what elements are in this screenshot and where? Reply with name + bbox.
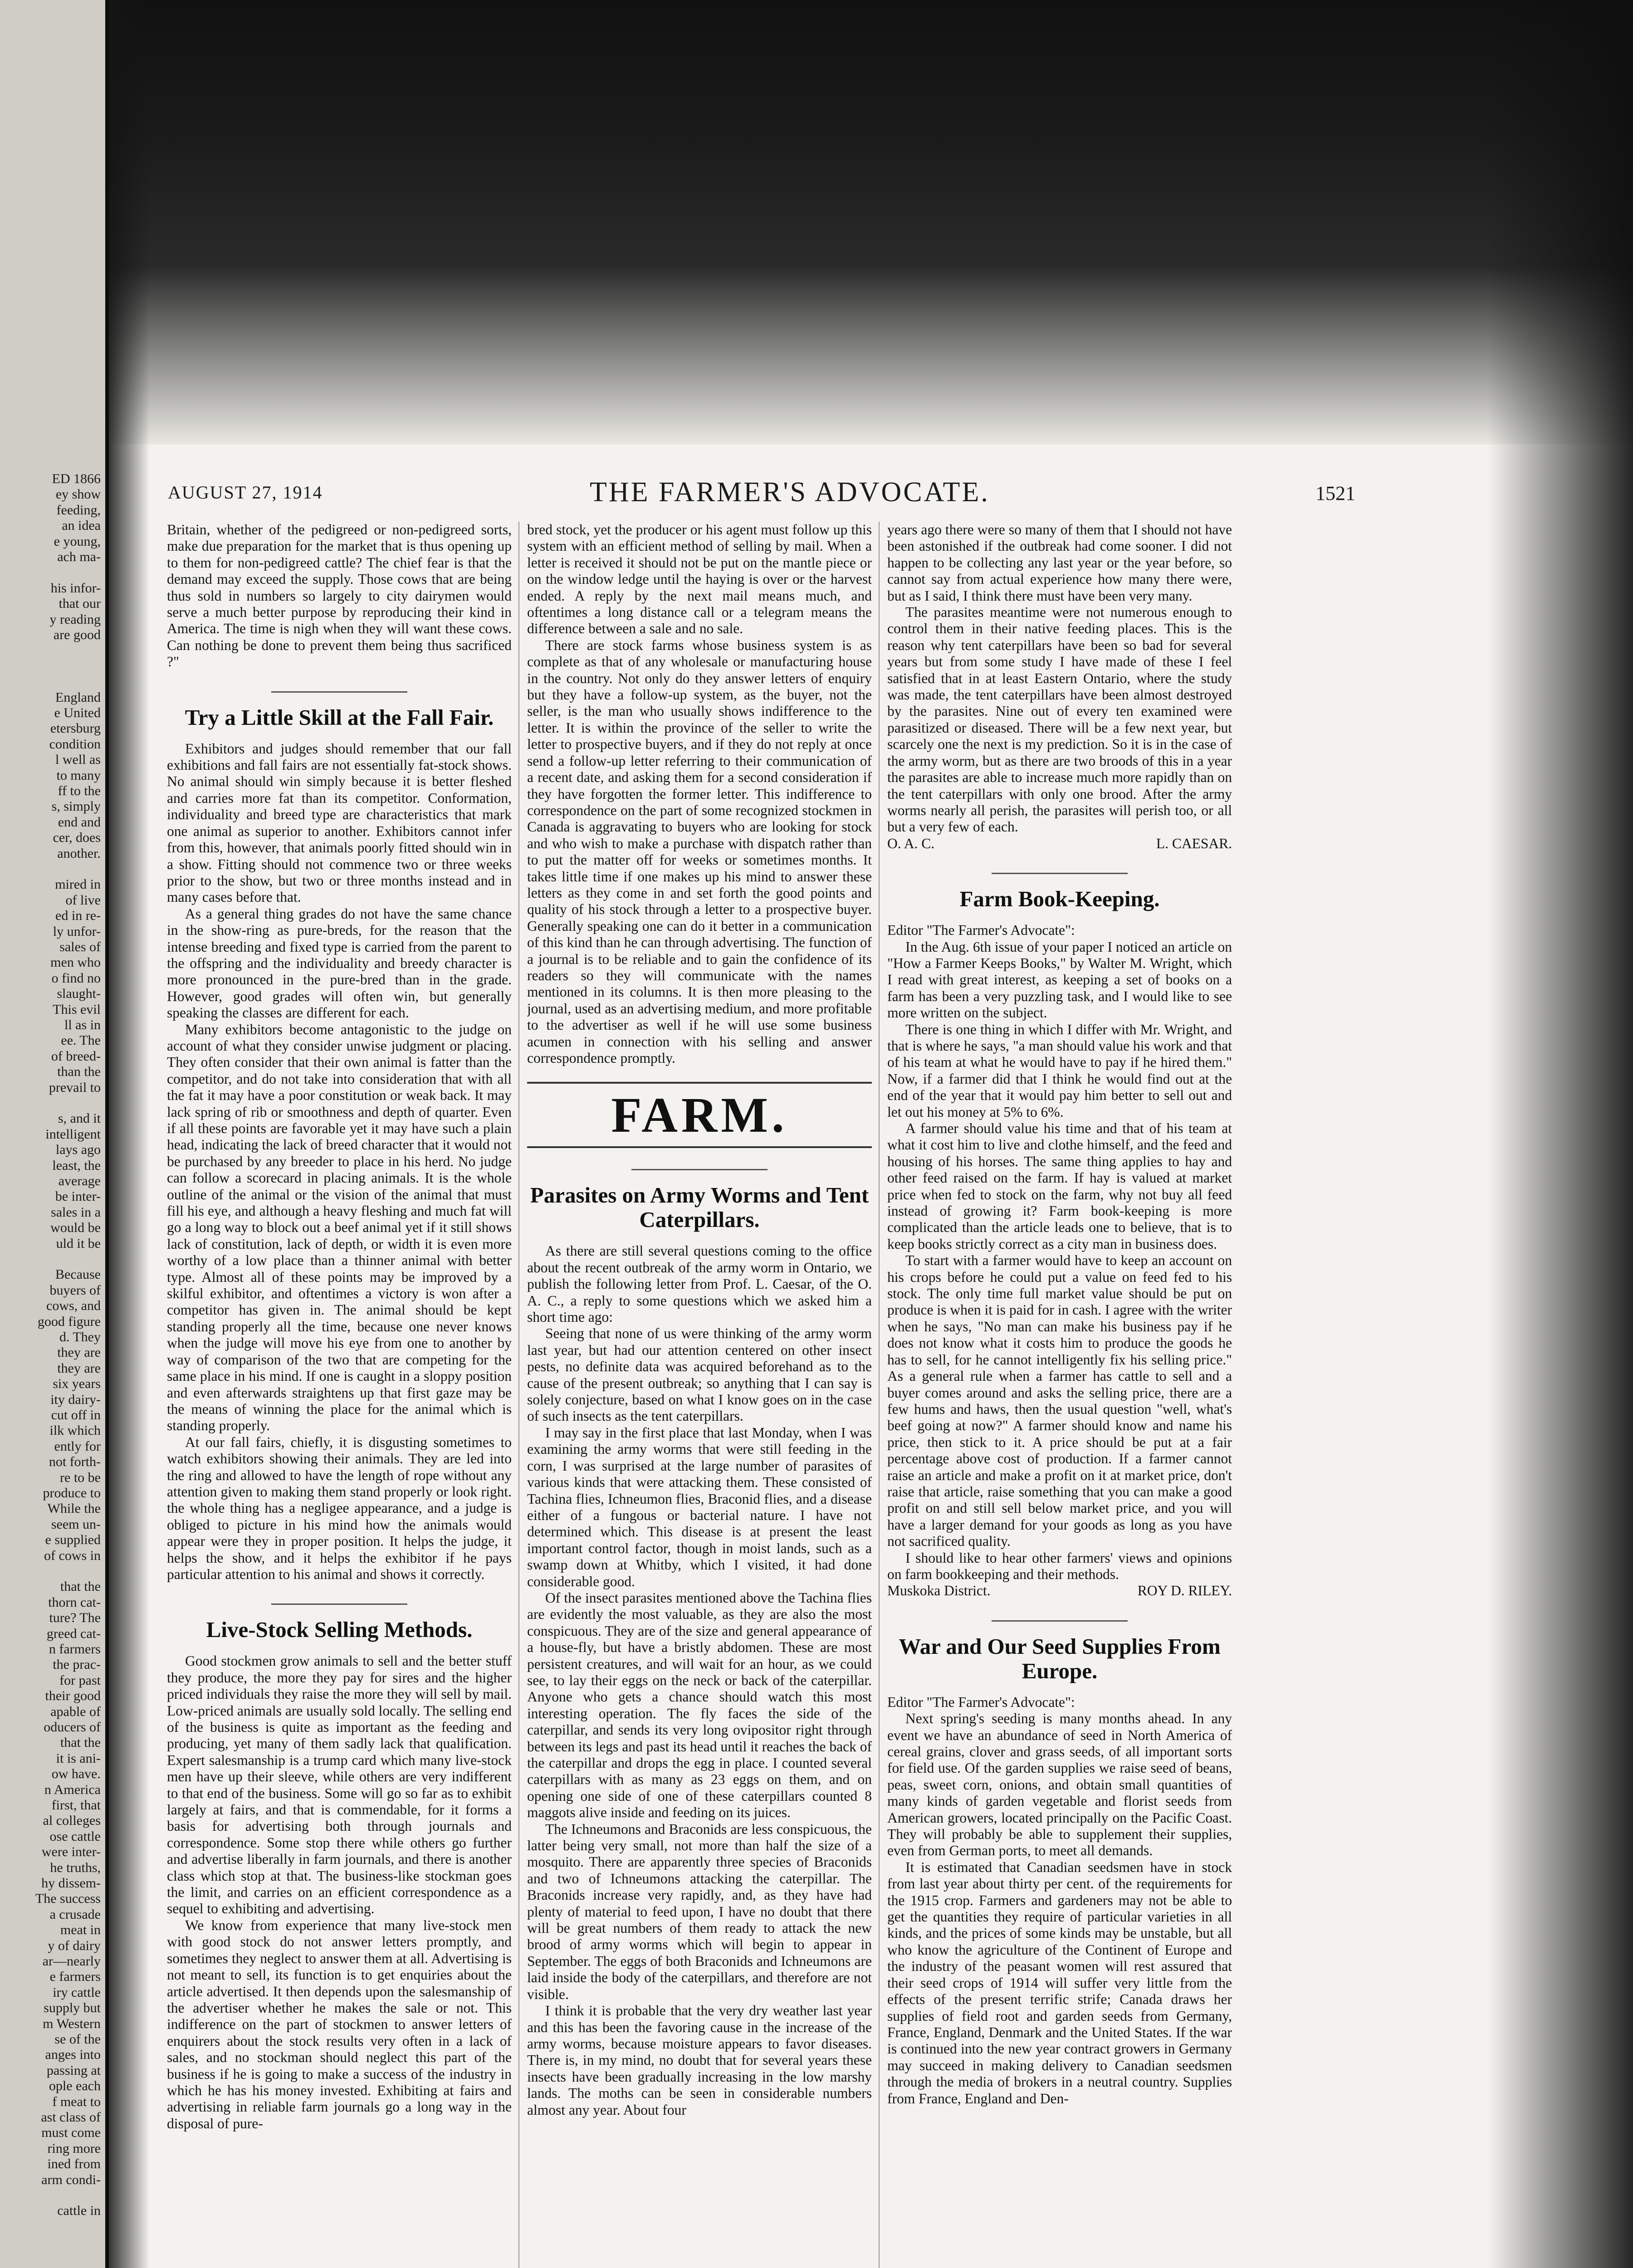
article-body	[527, 522, 872, 1066]
paragraph: Exhibitors and judges should remember that our fall exhibitions and fall fairs are not essentially fat-stock shows. No animal should win simply because it is better fleshed and carries more fat than its competitor. Conformation, individuality and breed type are characteristics that mark one animal as superior to another. Exhibitors cannot infer from this, however, that animals poorly fitted should win in a show. Fitting should not commence two or three weeks prior to the show, but two or three months instead and in many cases before that.	[167, 740, 512, 905]
paragraph: The parasites meantime were not numerous enough to control them in their native feeding places. This is the reason why tent caterpillars have been so bad for several years but from some study I have made of these I feel satisfied that in at least Eastern Ontario, where the study was made, the tent caterpillars have been almost destroyed by the parasites. Nine out of every ten examined were parasitized or diseased. There will be a few next year, but scarcely one the next is my prediction. So it is in the case of the army worm, but as there are two broods of this in a year the parasites are able to increase much more rapidly than on the tent caterpillars with only one brood. After the army worms nearly all perish, the parasites will perish too, or all but a very few of each.	[887, 604, 1232, 835]
paragraph: To start with a farmer would have to keep an account on his crops before he could put a value on feed fed to his stock. The only time full market value should be put on produce is when it is paid for in cash. I agree with the writer when he says, "No man can make his business pay if he does not know what it costs him to produce the goods he has to sell, for he cannot intelligently fix his selling price." As a general rule when a farmer has cattle to sell and a buyer comes around and asks the selling price, there are a few hums and haws, then the usual question "well, what's beef going at now?" A farmer should know and name his price, then stick to it. A price should be put at a fair percentage above cost of production. If a farmer cannot raise an article and make a profit on it at market price, don't raise that article, raise something that you can make a good profit on and still sell below market price, and you will have a larger demand for your goods as long as you have not sacrificed quality.	[887, 1252, 1232, 1549]
adjacent-page-line: to many	[56, 767, 101, 783]
adjacent-page-line: not forth-	[49, 1454, 101, 1470]
adjacent-page-line: ose cattle	[49, 1828, 101, 1844]
paragraph: years ago there were so many of them that I should not have been astonished if the outbreak had come sooner. I did not happen to be collecting any last year or the year before, so cannot say from actual experience how many there were, but as I said, I think there must have been very many.	[887, 522, 1232, 604]
adjacent-page-line: ently for	[54, 1438, 101, 1454]
paragraph: Good stockmen grow animals to sell and the better stuff they produce, the more they pay for sires and the higher priced individuals they raise the more they will sell by mail. Low-priced animals are usually sold locally. The selling end of the business is quite as important as the feeding and producing, yet many of them sadly lack that qualification. Expert salesmanship is a trump card which many live-stock men have up their sleeve, while others are very indifferent to that end of the business. Some will go so far as to exhibit largely at fairs, and that is commendable, for it forms a basis for advertising both through journals and correspondence. Some stop there while others go further and advertise liberally in farm journals, and there is another class which stop at that. The business-like stockman goes the limit, and carries on an efficient correspondence as a sequel to exhibiting and advertising.	[167, 1653, 512, 1917]
adjacent-page-line: ow have.	[51, 1766, 101, 1782]
adjacent-page-line: sales of	[59, 939, 101, 954]
adjacent-page-line: al colleges	[43, 1813, 101, 1828]
adjacent-page-line: average	[58, 1173, 101, 1188]
adjacent-page-line: etersburg	[50, 721, 101, 736]
article-body	[167, 1653, 512, 2132]
adjacent-page-line: ed in re-	[55, 908, 101, 924]
adjacent-page-line: iry cattle	[53, 1984, 101, 2000]
adjacent-page-line: oducers of	[44, 1720, 101, 1735]
adjacent-page-line: apable of	[50, 1704, 101, 1719]
signature-name: L. CAESAR.	[1156, 835, 1232, 851]
adjacent-page-line: ar—nearly	[42, 1954, 101, 1969]
adjacent-page-line: that the	[60, 1735, 101, 1750]
adjacent-page-line: they are	[57, 1345, 101, 1360]
adjacent-page-line: hy dissem-	[41, 1876, 101, 1891]
adjacent-page-line: they are	[57, 1360, 101, 1376]
adjacent-page-line: England	[55, 689, 101, 705]
adjacent-page-line: cows, and	[46, 1298, 101, 1314]
adjacent-page-line: ach ma-	[57, 549, 101, 564]
adjacent-page-line: he truths,	[50, 1860, 101, 1875]
adjacent-page-line: first, that	[51, 1798, 101, 1813]
adjacent-page-line: that the	[60, 1579, 101, 1594]
adjacent-page-line: n America	[44, 1782, 101, 1797]
adjacent-page-line: ture? The	[49, 1610, 101, 1626]
adjacent-page-line: f meat to	[52, 2094, 101, 2109]
article-title: Farm Book-Keeping.	[887, 873, 1232, 911]
column-1	[167, 522, 512, 2268]
adjacent-page-line: e young,	[54, 533, 101, 549]
adjacent-page-line: supply but	[44, 2000, 101, 2016]
adjacent-page-line: are good	[53, 627, 101, 642]
header-page-number: 1521	[1315, 482, 1355, 504]
adjacent-page-line: it is ani-	[56, 1750, 101, 1766]
adjacent-page-line: produce to	[43, 1486, 101, 1501]
paragraph: Many exhibitors become antagonistic to the judge on account of what they consider unwise judgment or placing. They often consider that their own animal is fatter than the competitor, and do not take into consideration that with all the fat it may have a poor constitution or weak back. It may lack spring of rib or smoothness and depth of quarter. Even if all these points are favorable yet it may have such a plain head, indicating the lack of breed character that it would not be purchased by any breeder to place in his herd. No judge can follow a scorecard in placing animals. It is the whole outline of the animal or the vision of the animal that must fill his eye, and although a heavy fleshing and much fat will go a long way to block out a beef animal yet if it still shows lack of constitution, lack of depth, or width it is even more worthy of a low place than a thinner animal with better type. Almost all of these points may be improved by a skilful exhibitor, and oftentimes a victory is won after a competitor has given in. The animal should be kept standing properly all the time, because one never knows when the judge will move his eye from one to another by way of comparison of the two that are competing for the same place in his mind. If one is caught in a sloppy position and even afterwards straightens up that first gaze may be the means of winning the place for the animal which is standing properly.	[167, 1021, 512, 1434]
adjacent-page-line: ee. The	[61, 1033, 101, 1048]
paragraph: I think it is probable that the very dry weather last year and this has been the favoring cause in the increase of the army worms, because moisture appears to favor diseases. There is, in my mind, no doubt that for several years these insects have been gradually increasing in the low marshy lands. The moths can be seen in considerable numbers almost any year. About four	[527, 2003, 872, 2118]
column-3	[887, 522, 1232, 2268]
paragraph: As a general thing grades do not have the same chance in the show-ring as pure-breds, for the reason that the intense breeding and fixed type is carried from the parent to the offspring and the individuality and breedy character is more pronounced in the pure-bred than in the grade. However, good grades will often win, but generally speaking the classes are different for each.	[167, 905, 512, 1021]
adjacent-page-line: their good	[45, 1688, 101, 1704]
article-body	[887, 1711, 1232, 2107]
paragraph: The Ichneumons and Braconids are less conspicuous, the latter being very small, not more than half the size of a mosquito. There are apparently three species of Braconids and two of Ichneumons attacking the caterpillar. The Braconids increase very rapidly, and, as they have had plenty of material to feed upon, I have no doubt that there will be great numbers of them ready to attack the new brood of army worms which will begin to appear in September. The eggs of both Braconids and Ichneumons are laid inside the body of the caterpillars, and therefore are not visible.	[527, 1821, 872, 2002]
adjacent-page-line: Because	[55, 1267, 101, 1282]
adjacent-page-line: six years	[53, 1376, 101, 1392]
adjacent-page-line: While the	[47, 1501, 101, 1516]
adjacent-page-line: ED 1866	[52, 471, 101, 486]
adjacent-page-line: o find no	[51, 970, 101, 986]
adjacent-page-line: ople each	[49, 2078, 101, 2094]
adjacent-page-line: men who	[50, 955, 101, 970]
adjacent-page-line: the prac-	[53, 1657, 101, 1672]
adjacent-page-line: e supplied	[45, 1532, 101, 1548]
column-rule	[518, 522, 519, 2268]
paragraph: It is estimated that Canadian seedsmen have in stock from last year about thirty per cent. of the requirements for the 1915 crop. Farmers and gardeners may not be able to get the quantities they require of particular varieties in all kinds, and the prices of some kinds may be unstable, but all who know the agriculture of the Continent of Europe and the industry of the peasant women will rest assured that their seed crops of 1914 will suffer very little from the effects of the present terrific strife; Canada draws her supplies of field root and garden seeds from Germany, France, England, Denmark and the United States. If the war is continued into the new year contract growers in Germany may succeed in making delivery to Canadian seedsmen through the media of brokers in a neutral country. Supplies from France, England and Den-	[887, 1859, 1232, 2107]
paragraph: As there are still several questions coming to the office about the recent outbreak of the army worm in Ontario, we publish the following letter from Prof. L. Caesar, of the O. A. C., a reply to some questions which we asked him a short time ago:	[527, 1243, 872, 1325]
adjacent-page-line: n farmers	[49, 1642, 101, 1657]
paragraph: I should like to hear other farmers' views and opinions on farm bookkeeping and their methods.	[887, 1549, 1232, 1582]
adjacent-page-line: must come	[41, 2125, 101, 2141]
adjacent-page-strip	[0, 0, 105, 2268]
column-2	[527, 522, 872, 2268]
adjacent-page-line: lays ago	[55, 1142, 101, 1158]
paragraph: A farmer should value his time and that of his team at what it cost him to live and clothe himself, and the feed and housing of his horses. The same thing applies to hay and other feed raised on the farm. If hay is valued at market price when fed to stock on the farm, why not buy all feed instead of growing it? Farm book-keeping is more complicated than the article leads one to believe, that is to keep books strictly correct as a city man in business does.	[887, 1120, 1232, 1252]
scan-shadow-gutter	[109, 0, 150, 2268]
adjacent-page-line: be inter-	[55, 1189, 101, 1204]
adjacent-page-line: least, the	[52, 1158, 101, 1173]
adjacent-page-line: thorn cat-	[48, 1594, 101, 1610]
article-title: Try a Little Skill at the Fall Fair.	[167, 691, 512, 730]
article-title: Parasites on Army Worms and Tent Caterpillars.	[527, 1169, 872, 1232]
adjacent-page-line: e farmers	[49, 1969, 101, 1984]
adjacent-page-line: ilk which	[49, 1423, 101, 1438]
paragraph: Seeing that none of us were thinking of the army worm last year, but had our attention centered on other insect pests, no definite data was acquired beforehand as to the cause of the present outbreak; so anything that I can say is solely conjecture, based on what I know goes on in the case of such insects as the tent caterpillars.	[527, 1325, 872, 1424]
adjacent-page-line: cer, does	[53, 830, 101, 846]
header-date: AUGUST 27, 1914	[168, 482, 323, 503]
article-title: War and Our Seed Supplies From Europe.	[887, 1620, 1232, 1683]
article-body	[167, 741, 512, 1583]
adjacent-page-line: ey show	[55, 487, 101, 502]
adjacent-page-line: of cows in	[44, 1548, 101, 1563]
adjacent-page-line: ll as in	[64, 1017, 101, 1032]
paragraph: Of the insect parasites mentioned above the Tachina flies are evidently the most valuable, as they are also the most conspicuous. They are of the size and general appearance of a house-fly, but have a bristly abdomen. These are most persistent creatures, and will wait for an hour, as we could see, to lay their eggs on the neck or back of the caterpillar. Anyone who gets a chance should watch this most interesting operation. The fly faces the side of the caterpillar, and sends its very long ovipositor right through between its legs and past its head until it reaches the back of the caterpillar and drops the egg in place. I counted several caterpillars with as many as 23 eggs on them, and on opening one side of one of these caterpillars counted 8 maggots alive inside and feeding on its juices.	[527, 1589, 872, 1821]
adjacent-page-line: l well as	[55, 752, 101, 767]
editor-salutation: Editor "The Farmer's Advocate":	[887, 922, 1075, 938]
adjacent-page-line: The success	[35, 1891, 101, 1906]
adjacent-page-line: ined from	[47, 2156, 101, 2172]
adjacent-page-line: cut off in	[51, 1408, 101, 1422]
paragraph: Next spring's seeding is many months ahead. In any event we have an abundance of seed in North America of cereal grains, clover and grass seeds, of all important sorts for field use. Of the garden supplies we raise seed of beans, peas, sweet corn, onions, and obtain small quantities of many kinds of garden vegetable and florist seeds from American growers, located principally on the Pacific Coast. They will probably be able to supplement their supplies, even from German ports, to meet all demands.	[887, 1711, 1232, 1859]
adjacent-page-line: se of the	[54, 2032, 101, 2047]
adjacent-page-line: buyers of	[49, 1282, 101, 1298]
adjacent-page-line: would be	[50, 1220, 101, 1236]
adjacent-page-line: end and	[58, 814, 101, 830]
paragraph: There are stock farms whose business system is as complete as that of any wholesale or manufacturing house in the country. Not only do they answer letters of enquiry but they have a follow-up system, as the buyer, not the seller, is the man who usually shows indifference to the letter. It is within the province of the seller to write the letter to prospective buyers, and if they do not reply at once send a follow-up letter referring to their communication of a recent date, and asking them for a second consideration if they have forgotten the former letter. This indifference to correspondence on the part of some recognized stockmen in Canada is aggravating to buyers who are looking for stock and who wish to make a purchase with dispatch rather than to put the matter off for weeks or sometimes months. It takes little time if one makes up his mind to answer these letters as they come in and set forth the good points and quality of his stock through a letter to a prospective buyer. Generally speaking one can do it better in a communication of this kind than he can through advertising. The function of a journal is to be reliable and to gain the confidence of its readers so they will communicate with the names mentioned in its columns. It is then more pleasing to the journal, used as an advertising medium, and more profitable to the advertiser as well if he will use some business acumen in connection with his selling and answer correspondence promptly.	[527, 637, 872, 1066]
section-heading: FARM.	[527, 1082, 872, 1148]
paragraph: At our fall fairs, chiefly, it is disgusting sometimes to watch exhibitors showing their animals. They are led into the ring and allowed to have the length of rope without any attention given to making them stand properly or look right. the whole thing has a negligee appearance, and a judge is obliged to picture in his mind how the animals would appear were they in proper position. It helps the judge, it helps the show, and it helps the exhibitor if he pays particular attention to his animal and shows it correctly.	[167, 1434, 512, 1582]
adjacent-page-line: s, simply	[51, 799, 101, 814]
paragraph: We know from experience that many live-stock men with good stock do not answer letters promptly, and sometimes they neglect to answer them at all. Advertising is not meant to sell, its function is to get enquiries about the article advertised. It then depends upon the salesmanship of the advertiser whether he makes the sale or not. This indifference on the part of stockmen to answer letters of enquirers about the stock results very often in a lack of sales, and no stockman should neglect this part of the business if he is going to make a success of the industry in which he has his money invested. Exhibiting at fairs and advertising in reliable farm journals go a long way in the disposal of pure-	[167, 1917, 512, 2131]
signature-line	[887, 836, 1232, 852]
adjacent-page-line: ring more	[47, 2141, 101, 2156]
adjacent-page-line: d. They	[59, 1330, 101, 1344]
adjacent-page-line: good figure	[37, 1314, 101, 1329]
adjacent-page-line: ity dairy-	[50, 1392, 101, 1407]
scan-shadow-top	[109, 0, 1633, 445]
signature-name: ROY D. RILEY.	[1137, 1583, 1232, 1599]
adjacent-page-line: seem un-	[51, 1516, 101, 1532]
adjacent-page-line: greed cat-	[46, 1626, 101, 1641]
signature-location: O. A. C.	[887, 835, 935, 851]
continued-text: Britain, whether of the pedigreed or non-pedigreed sorts, make due preparation for the market that is thus opening up to them for non-pedigreed cattle? The chief fear is that the demand may exceed the supply. Those cows that are being thus sold in numbers so largely to city dairymen would serve a much better purpose by reproducing their kind in America. The time is nigh when they will want these cows. Can nothing be done to prevent them being thus sacrificed ?"	[167, 522, 512, 670]
adjacent-page-line: meat in	[60, 1922, 101, 1938]
paragraph: In the Aug. 6th issue of your paper I noticed an article on "How a Farmer Keeps Books," by Walter M. Wright, which I read with great interest, as keeping a set of books on a farm has been a very puzzling task, and I would like to see more written on the subject.	[887, 938, 1232, 1021]
adjacent-page-line: cattle in	[57, 2203, 101, 2219]
adjacent-page-line: than the	[57, 1064, 101, 1080]
adjacent-page-line: a crusade	[49, 1906, 101, 1922]
adjacent-page-line: ast class of	[41, 2110, 101, 2125]
newspaper-page	[109, 0, 1633, 2268]
adjacent-page-line: passing at	[46, 2063, 101, 2078]
adjacent-page-line: slaught-	[57, 986, 101, 1002]
adjacent-page-line: uld it be	[56, 1236, 101, 1251]
adjacent-page-line: sales in a	[51, 1204, 101, 1220]
adjacent-page-line: This evil	[53, 1002, 101, 1017]
header-title: THE FARMER'S ADVOCATE.	[590, 477, 990, 508]
article-body	[527, 1243, 872, 2118]
adjacent-page-line: of breed-	[51, 1048, 101, 1064]
adjacent-page-line: m Western	[43, 2016, 101, 2031]
adjacent-page-line: y reading	[49, 611, 101, 627]
article-title: Live-Stock Selling Methods.	[167, 1603, 512, 1642]
adjacent-page-line: ff to the	[58, 783, 101, 798]
editor-salutation: Editor "The Farmer's Advocate":	[887, 1694, 1075, 1710]
paragraph: bred stock, yet the producer or his agent must follow up this system with an efficient method of selling by mail. When a letter is received it should not be put on the mantle piece or on the window ledge until the haying is over or the harvest ended. A reply by the next mail means much, and oftentimes a long distance call or a telegram means the difference between a sale and no sale.	[527, 522, 872, 637]
adjacent-page-line: e United	[54, 705, 101, 720]
adjacent-page-line: intelligent	[45, 1126, 101, 1142]
article-body	[887, 939, 1232, 1583]
article-body	[887, 522, 1232, 836]
adjacent-page-line: another.	[57, 846, 101, 861]
adjacent-page-line: arm condi-	[41, 2172, 101, 2187]
adjacent-page-line: that our	[59, 596, 101, 611]
adjacent-page-line: anges into	[45, 2047, 101, 2063]
adjacent-page-line: prevail to	[49, 1080, 101, 1095]
adjacent-page-line: of live	[65, 892, 101, 908]
signature-line	[887, 1583, 1232, 1599]
adjacent-page-line: mired in	[55, 877, 101, 892]
adjacent-page-line: condition	[49, 736, 101, 752]
signature-location: Muskoka District.	[887, 1583, 991, 1599]
column-rule	[879, 522, 880, 2268]
adjacent-page-line: re to be	[60, 1470, 101, 1485]
adjacent-page-line: feeding,	[56, 502, 101, 518]
paragraph: I may say in the first place that last Monday, when I was examining the army worms that were still feeding in the corn, I was surprised at the large number of parasites of various kinds that were attacking them. These consisted of Tachina flies, Ichneumon flies, Braconid flies, and a disease either of a fungous or bacterial nature. I have not determined which. This disease is at present the least important control factor, though in moist lands, such as a swamp down at Whitby, which I visited, it had done considerable good.	[527, 1424, 872, 1589]
adjacent-page-line: y of dairy	[48, 1938, 101, 1953]
scan-shadow-right	[1488, 0, 1633, 2268]
adjacent-page-line: his infor-	[50, 580, 101, 596]
adjacent-page-line: for past	[59, 1672, 101, 1688]
adjacent-page-line: were inter-	[41, 1844, 101, 1860]
paragraph: There is one thing in which I differ with Mr. Wright, and that is where he says, "a man should value his work and that of his team at what he would have to pay if he hired them." Now, if a farmer did that I think he would find out at the end of the year that it would pay him better to sell out and let out his money at 5% to 6%.	[887, 1021, 1232, 1120]
adjacent-page-line: s, and it	[58, 1111, 101, 1126]
adjacent-page-line: an idea	[62, 518, 101, 533]
adjacent-page-line: ly unfor-	[53, 924, 101, 939]
